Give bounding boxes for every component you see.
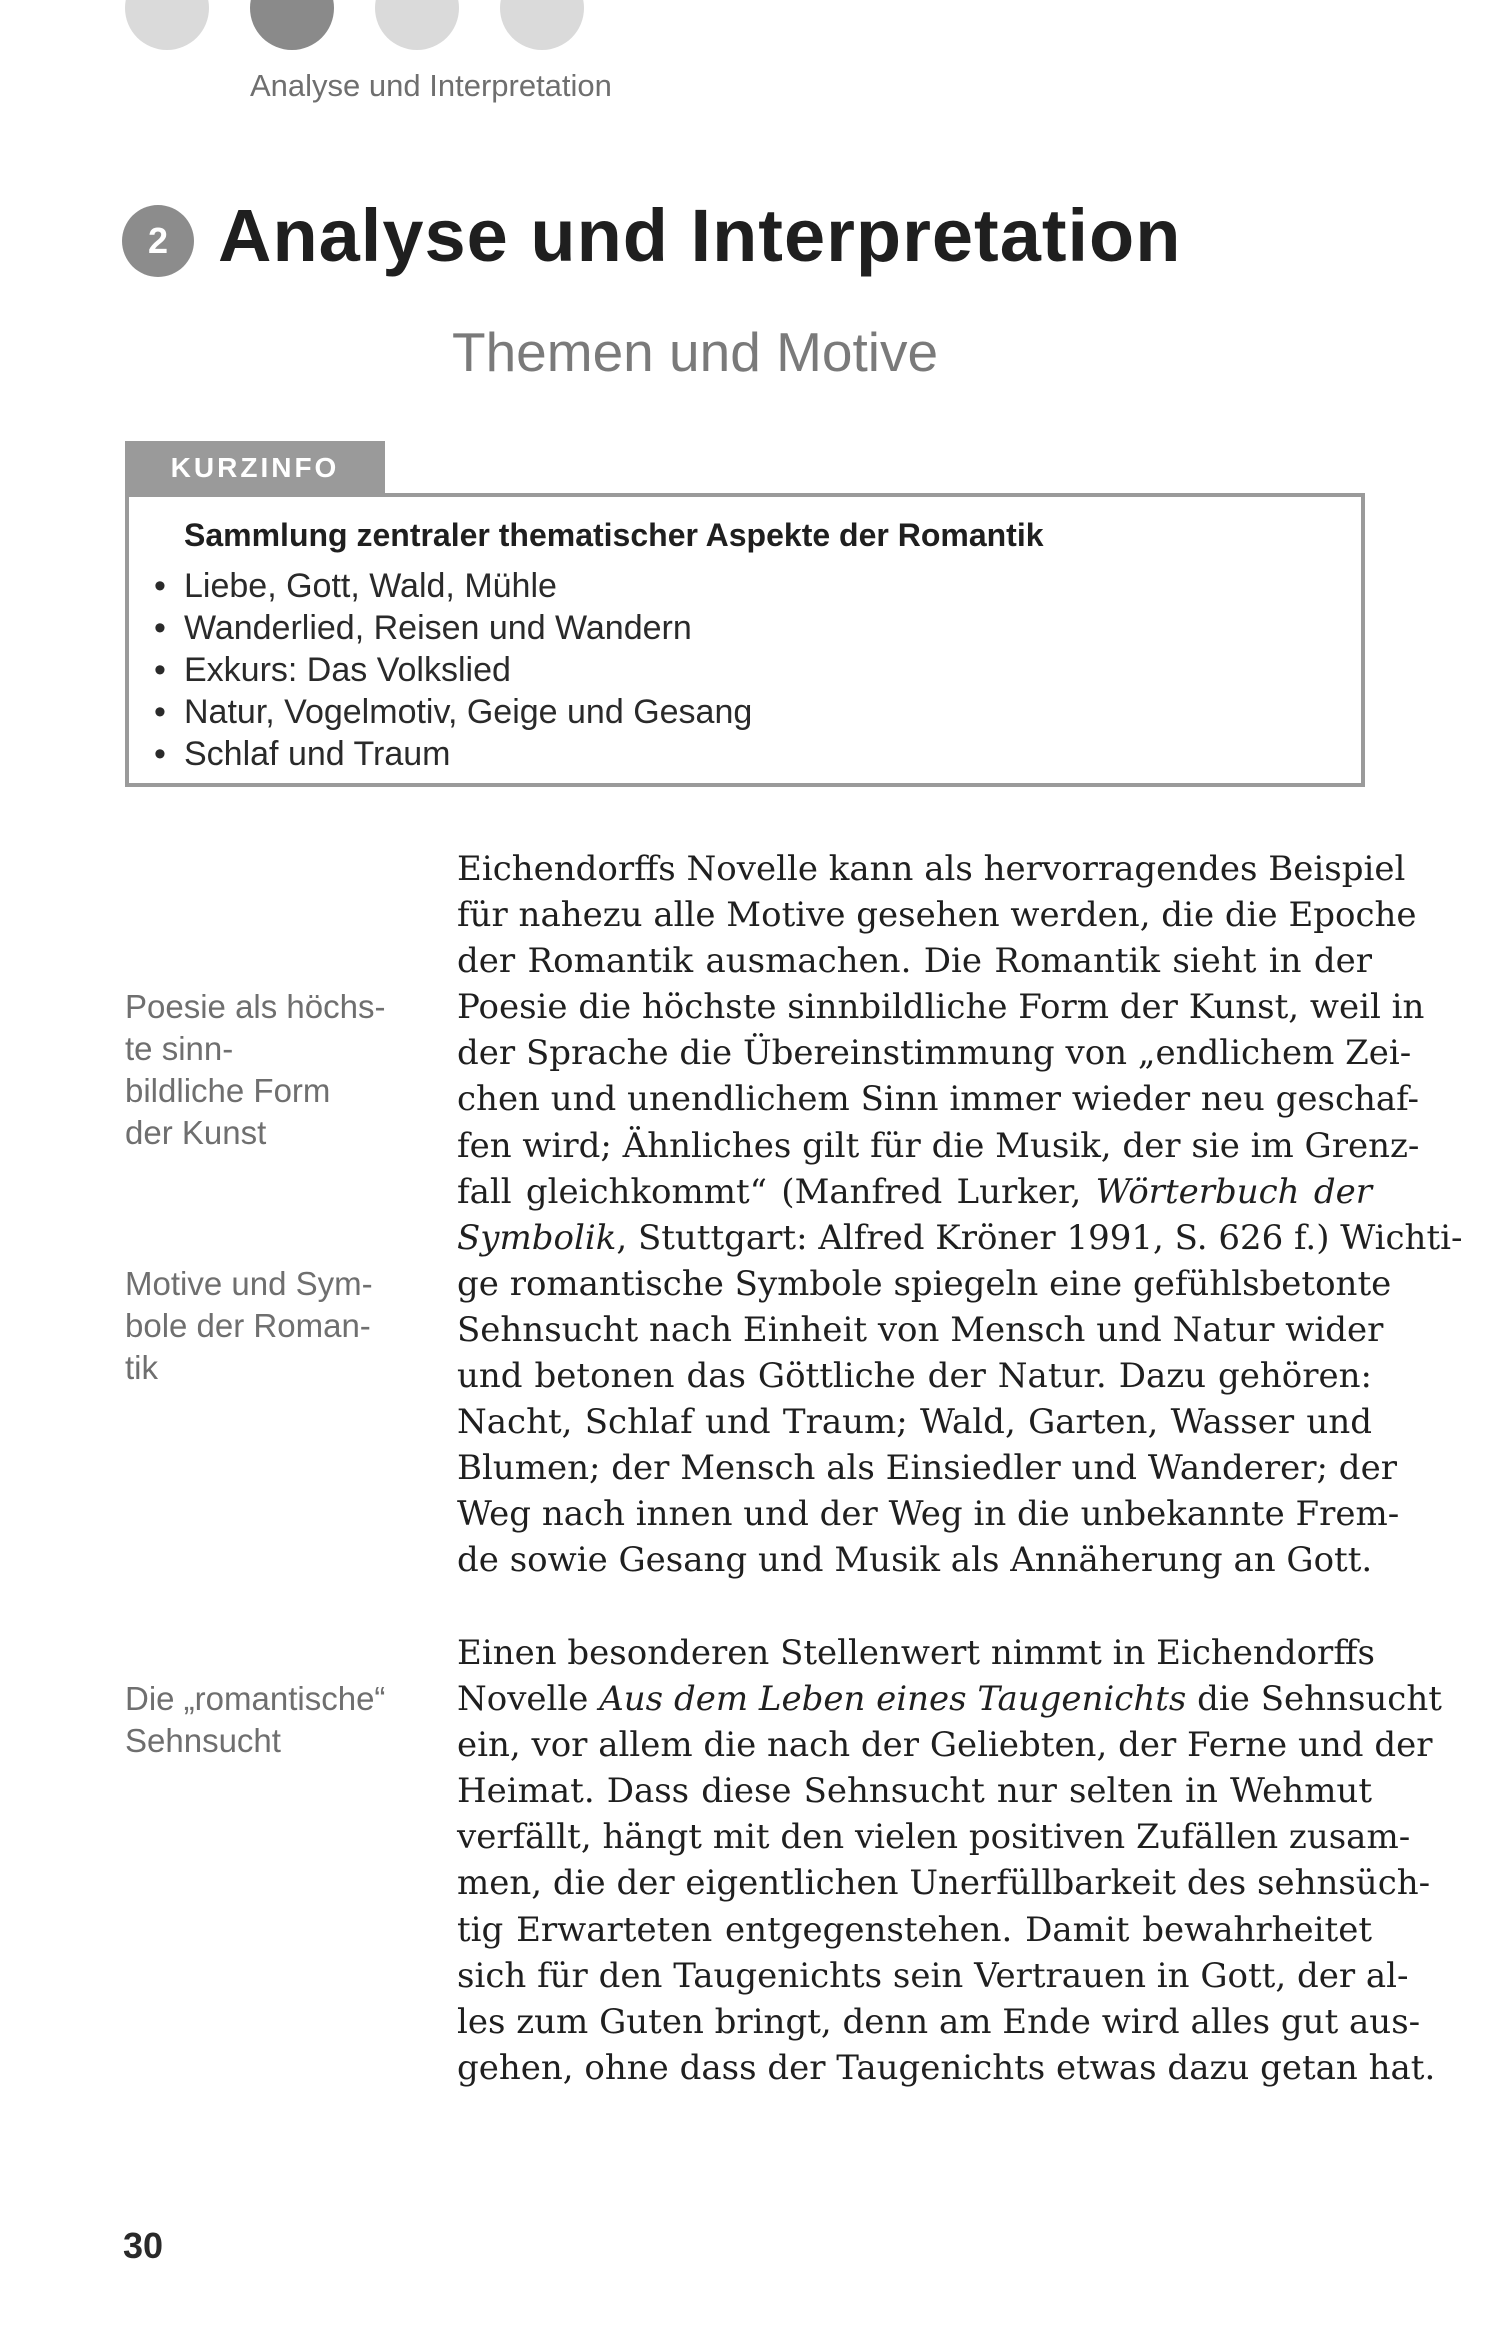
- body-paragraph-2: Einen besonderen Stellenwert nimmt in Eichendorffs Novelle Aus dem Leben eines Taugenichts die Sehnsucht ein, vor allem die nach der Geliebten, der Ferne und der Heimat. Dass diese Sehnsucht nur selten in Wehmut verfällt, hängt mit den vielen positiven Zufällen zusam- men, die der eigentlichen Unerfüllbarkeit des sehnsüch- tig Erwarteten entgegenstehen. Damit bewahrheitet sich für den Taugenichts sein Vertrauen in Gott, der al- les zum Guten bringt, denn am Ende wird alles gut aus- gehen, ohne dass der Taugenichts etwas dazu getan hat.: [457, 1633, 1442, 2088]
- kurzinfo-list: [154, 565, 752, 775]
- chapter-title: Analyse und Interpretation: [218, 194, 1182, 277]
- kurzinfo-box: [125, 493, 1365, 787]
- page-number: 30: [123, 2225, 164, 2266]
- list-item: • Schlaf und Traum: [154, 735, 451, 773]
- kurzinfo-heading: Sammlung zentraler thematischer Aspekte der Romantik: [184, 517, 1044, 553]
- bullet-icon: •: [154, 693, 166, 731]
- margin-note-sehnsucht: Die „romantische“ Sehnsucht: [125, 1680, 386, 1759]
- list-item: • Wanderlied, Reisen und Wandern: [154, 609, 692, 647]
- running-head: Analyse und Interpretation: [250, 68, 612, 103]
- bullet-icon: •: [154, 735, 166, 773]
- margin-note-motive: Motive und Sym- bole der Roman- tik: [125, 1265, 373, 1386]
- bullet-icon: •: [154, 651, 166, 689]
- bullet-icon: •: [154, 609, 166, 647]
- section-indicator-dot-4: [500, 0, 584, 50]
- body-paragraph-1: Eichendorffs Novelle kann als hervorragendes Beispiel für nahezu alle Motive gesehen werden, die die Epoche der Romantik ausmachen. Die Romantik sieht in der Poesie die höchste sinnbildliche Form der Kunst, weil in der Sprache die Übereinstimmung von „endlichem Zei- chen und unendlichem Sinn immer wieder neu geschaf- fen wird; Ähnliches gilt für die Musik, der sie im Grenz- fall gleichkommt“ (Manfred Lurker, Wörterbuch der Symbolik, Stuttgart: Alfred Kröner 1991, S. 626 f.) Wichti- ge romantische Symbole spiegeln eine gefühlsbetonte Sehnsucht nach Einheit von Mensch und Natur wider und betonen das Göttliche der Natur. Dazu gehören: Nacht, Schlaf und Traum; Wald, Garten, Wasser und Blumen; der Mensch als Einsiedler und Wanderer; der Weg nach innen und der Weg in die unbekannte Frem- de sowie Gesang und Musik als Annäherung an Gott.: [457, 849, 1463, 1581]
- section-indicator-dot-1: [125, 0, 209, 50]
- kurzinfo-label: KURZINFO: [125, 441, 385, 494]
- list-item: • Natur, Vogelmotiv, Geige und Gesang: [154, 693, 753, 731]
- book-title-taugenichts: Aus dem Leben eines Taugenichts: [599, 1679, 1187, 1720]
- section-title: Themen und Motive: [452, 321, 939, 383]
- book-title-wörterbuch: Wörterbuch der: [1095, 1171, 1372, 1212]
- list-item: • Exkurs: Das Volkslied: [154, 651, 511, 689]
- book-title-symbolik: Symbolik: [457, 1217, 617, 1258]
- margin-note-poesie: Poesie als höchs- te sinn- bildliche Form der Kunst: [125, 988, 386, 1151]
- list-item: • Liebe, Gott, Wald, Mühle: [154, 567, 557, 605]
- bullet-icon: •: [154, 567, 166, 605]
- section-indicator-dot-2-active: [250, 0, 334, 50]
- chapter-number-badge: 2: [122, 205, 194, 277]
- section-indicator-dot-3: [375, 0, 459, 50]
